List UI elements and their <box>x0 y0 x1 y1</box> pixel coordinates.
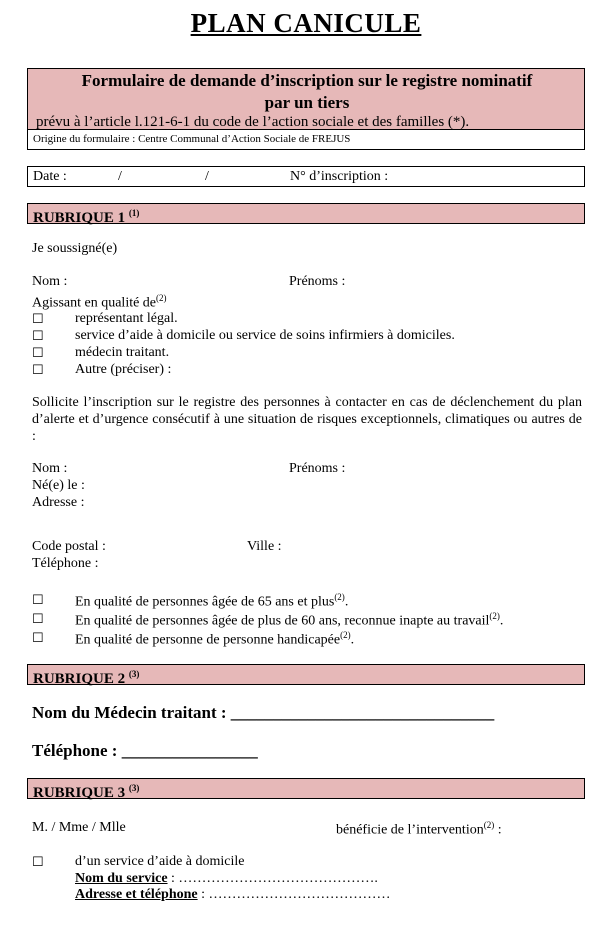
header-line-2: par un tiers <box>264 93 350 112</box>
soussigne-text: Je soussigné(e) <box>32 241 118 256</box>
category-60-inapte[interactable]: ☐ En qualité de personnes âgée de plus de 60 ans, reconnue inapte au travail$^{(2)}$. <box>32 611 504 629</box>
header-line-3: prévu à l’article l.121-6-1 du code de l’action sociale et des familles (*). <box>36 114 470 130</box>
beneficie-label: bénéficie de l’intervention$^{(2)}$ : <box>336 820 502 838</box>
form-header-box <box>27 68 585 130</box>
rubrique-1-title: RUBRIQUE 1 <box>33 210 126 226</box>
rubrique-1-header <box>27 203 585 224</box>
rubrique-2-header <box>27 664 585 685</box>
nom-service-line <box>75 871 378 887</box>
sollicite-paragraph: Sollicite l’inscription sur le registre des personnes à contacter en cas de déclenchement du plan d’alerte et d’urgence consécutif à une situation de risques exceptionnels, climatiques ou autres de : <box>32 395 582 444</box>
rubrique-2-title: RUBRIQUE 2 <box>33 671 126 687</box>
medecin-telephone-field[interactable]: ________________ <box>121 741 258 760</box>
nom-beneficiaire-label: Nom : <box>32 461 68 476</box>
option-medecin[interactable]: ☐ médecin traitant. <box>32 345 170 360</box>
ville-label: Ville : <box>247 539 282 554</box>
inscription-number-label: N° d’inscription : <box>290 169 389 184</box>
nom-service-label: Nom du service <box>75 871 168 886</box>
adresse-telephone-field[interactable]: : ………………………………… <box>197 887 391 902</box>
adresse-service-line <box>75 887 391 903</box>
category-handicapee[interactable]: ☐ En qualité de personne de personne handicapée$^{(2)}$. <box>32 630 355 648</box>
checkbox-icon[interactable]: ☐ <box>32 328 44 343</box>
medecin-label: Nom du Médecin traitant : <box>32 703 227 722</box>
checkbox-icon[interactable]: ☐ <box>32 854 44 869</box>
naissance-label: Né(e) le : <box>32 478 85 493</box>
prenoms-label: Prénoms : <box>289 274 346 289</box>
page-title: PLAN CANICULE <box>190 8 422 38</box>
checkbox-icon[interactable]: ☐ <box>32 362 44 377</box>
date-label: Date : <box>33 169 67 184</box>
medecin-telephone-line <box>32 741 258 761</box>
nom-service-field[interactable]: : ……………………………………. <box>167 871 378 886</box>
prenoms-beneficiaire-label: Prénoms : <box>289 461 346 476</box>
rubrique-3-title: RUBRIQUE 3 <box>33 785 126 801</box>
telephone-label: Téléphone : <box>32 556 99 571</box>
code-postal-label: Code postal : <box>32 539 106 554</box>
header-line-1: Formulaire de demande d’inscription sur le registre nominatif <box>81 71 533 90</box>
adresse-label: Adresse : <box>32 495 85 510</box>
date-slash-1: / <box>118 169 122 184</box>
qualite-label: Agissant en qualité $de^{(2)}$ <box>32 293 167 311</box>
category-65-plus[interactable]: ☐ En qualité de personnes âgée de 65 ans et plus$^{(2)}$. <box>32 592 349 610</box>
civilite-label: M. / Mme / Mlle <box>32 820 126 835</box>
checkbox-icon[interactable]: ☐ <box>32 592 44 607</box>
rubrique-2-note: (3) <box>128 669 140 679</box>
rubrique-1-note: (1) <box>128 208 140 218</box>
adresse-telephone-label: Adresse et téléphone <box>75 887 198 902</box>
service-aide-option[interactable]: ☐ d’un service d’aide à domicile <box>32 854 245 869</box>
checkbox-icon[interactable]: ☐ <box>32 345 44 360</box>
option-service-aide[interactable]: ☐ service d’aide à domicile ou service de soins infirmiers à domiciles. <box>32 328 455 343</box>
form-origin: Origine du formulaire : Centre Communal d’Action Sociale de FREJUS <box>27 130 585 150</box>
medecin-telephone-label: Téléphone : <box>32 741 118 760</box>
medecin-line <box>32 703 494 723</box>
checkbox-icon[interactable]: ☐ <box>32 611 44 626</box>
checkbox-icon[interactable]: ☐ <box>32 311 44 326</box>
option-autre[interactable]: ☐ Autre (préciser) : <box>32 362 172 377</box>
checkbox-icon[interactable]: ☐ <box>32 630 44 645</box>
date-slash-2: / <box>205 169 209 184</box>
rubrique-3-note: (3) <box>128 783 140 793</box>
nom-label: Nom : <box>32 274 68 289</box>
medecin-field[interactable]: _______________________________ <box>230 703 495 722</box>
option-representant[interactable]: ☐ représentant légal. <box>32 311 178 326</box>
date-box <box>27 166 585 187</box>
rubrique-3-header <box>27 778 585 799</box>
